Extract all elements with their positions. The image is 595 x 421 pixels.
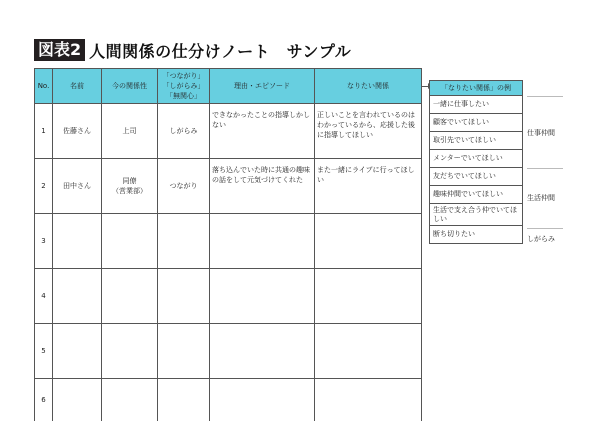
table-row xyxy=(35,324,422,379)
list-item: 趣味仲間でいてほしい xyxy=(429,186,523,204)
cell-relation[interactable] xyxy=(102,214,158,269)
cell-name: 田中さん xyxy=(53,159,102,214)
category-life: 生活仲間 xyxy=(527,193,555,203)
title-text: 人間関係の仕分けノート サンプル xyxy=(89,39,351,62)
header-type: 「つながり」 「しがらみ」 「無関心」 xyxy=(158,69,210,104)
category-shigarami: しがらみ xyxy=(527,234,555,244)
examples-header: 「なりたい関係」の例 xyxy=(429,80,523,96)
header-reason: 理由・エピソード xyxy=(210,69,315,104)
cell-name: 佐藤さん xyxy=(53,104,102,159)
cell-reason[interactable] xyxy=(210,269,315,324)
cell-desired: 正しいことを言われているのはわかっているから、応援した後に指導してほしい xyxy=(315,104,422,159)
table-row xyxy=(35,379,422,421)
cell-relation[interactable] xyxy=(102,324,158,379)
cell-desired[interactable] xyxy=(315,269,422,324)
cell-name[interactable] xyxy=(53,214,102,269)
category-divider xyxy=(527,168,563,169)
cell-no: 5 xyxy=(35,324,53,379)
header-no: No. xyxy=(35,69,53,104)
cell-name[interactable] xyxy=(53,379,102,421)
list-item: 取引先でいてほしい xyxy=(429,132,523,150)
header-name: 名前 xyxy=(53,69,102,104)
cell-no: 1 xyxy=(35,104,53,159)
cell-name[interactable] xyxy=(53,269,102,324)
category-divider xyxy=(527,96,563,97)
cell-name[interactable] xyxy=(53,324,102,379)
list-item: 断ち切りたい xyxy=(429,226,523,244)
cell-desired[interactable] xyxy=(315,324,422,379)
examples-list xyxy=(429,96,523,244)
cell-relation: 同僚 （営業部） xyxy=(102,159,158,214)
cell-type[interactable] xyxy=(158,379,210,421)
table-row xyxy=(35,104,422,159)
header-relation: 今の関係性 xyxy=(102,69,158,104)
list-item: 一緒に仕事したい xyxy=(429,96,523,114)
cell-relation: 上司 xyxy=(102,104,158,159)
category-divider xyxy=(527,228,563,229)
cell-no: 2 xyxy=(35,159,53,214)
list-item: メンターでいてほしい xyxy=(429,150,523,168)
category-work: 仕事仲間 xyxy=(527,128,555,138)
figure-number-badge: 図表2 xyxy=(34,39,85,61)
table-row xyxy=(35,159,422,214)
cell-type: つながり xyxy=(158,159,210,214)
cell-reason: できなかったことの指導しかしない xyxy=(210,104,315,159)
list-item: 生活で支え合う仲でいてほしい xyxy=(429,204,523,226)
cell-relation[interactable] xyxy=(102,269,158,324)
page-title xyxy=(34,38,351,62)
cell-reason[interactable] xyxy=(210,324,315,379)
cell-relation[interactable] xyxy=(102,379,158,421)
list-item: 顧客でいてほしい xyxy=(429,114,523,132)
list-item: 友だちでいてほしい xyxy=(429,168,523,186)
header-desired: なりたい関係 xyxy=(315,69,422,104)
table-row xyxy=(35,269,422,324)
cell-no: 3 xyxy=(35,214,53,269)
cell-desired[interactable] xyxy=(315,379,422,421)
table-header-row xyxy=(35,69,422,104)
cell-type[interactable] xyxy=(158,214,210,269)
cell-type[interactable] xyxy=(158,269,210,324)
cell-desired: また一緒にライブに行ってほしい xyxy=(315,159,422,214)
cell-no: 6 xyxy=(35,379,53,421)
relationship-table xyxy=(34,68,422,421)
cell-type: しがらみ xyxy=(158,104,210,159)
table-row xyxy=(35,214,422,269)
cell-type[interactable] xyxy=(158,324,210,379)
cell-desired[interactable] xyxy=(315,214,422,269)
cell-reason[interactable] xyxy=(210,214,315,269)
cell-no: 4 xyxy=(35,269,53,324)
cell-reason[interactable] xyxy=(210,379,315,421)
cell-reason: 落ち込んでいた時に共通の趣味の話をして元気づけてくれた xyxy=(210,159,315,214)
